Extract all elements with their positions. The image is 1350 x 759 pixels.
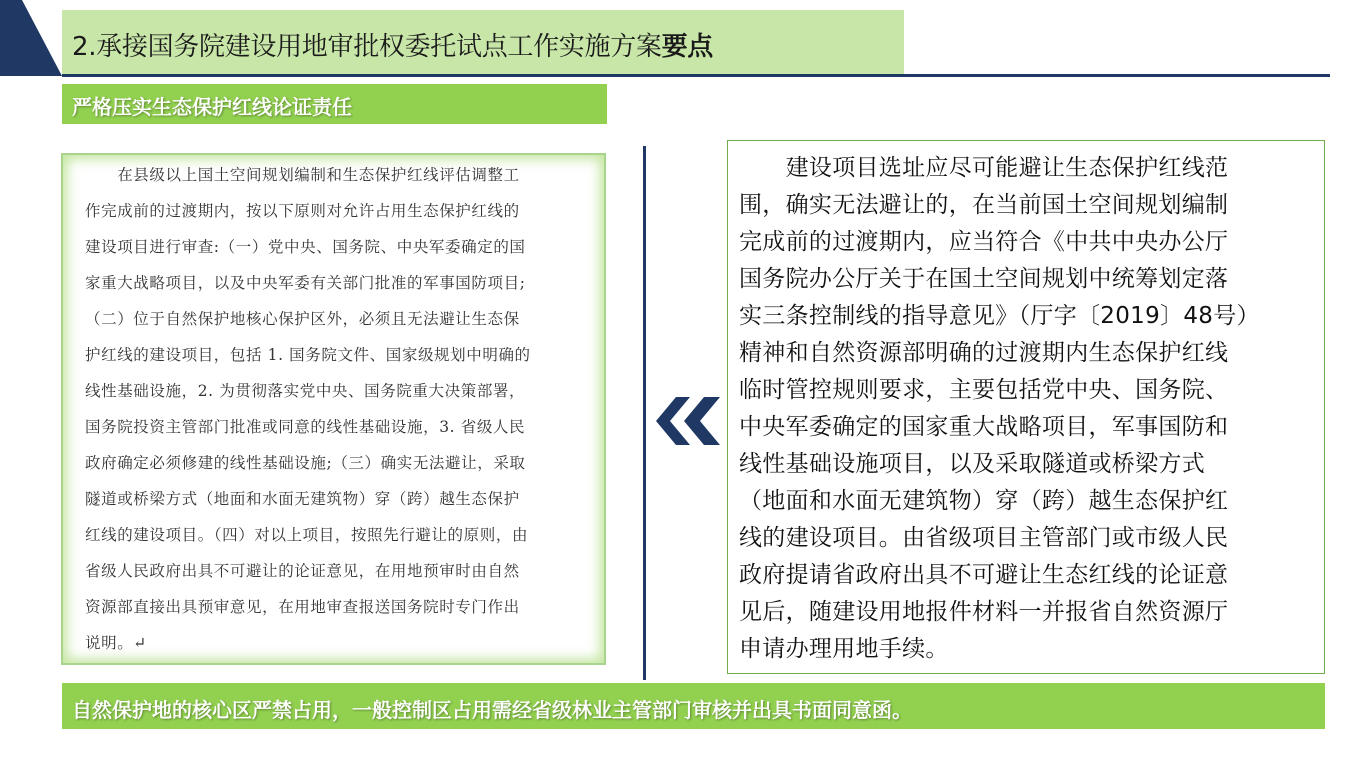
summary-line: 见后，随建设用地报件材料一并报省自然资源厅 bbox=[739, 599, 1229, 625]
document-line: 护红线的建设项目，包括 1. 国务院文件、国家级规划中明确的 bbox=[85, 346, 531, 364]
summary-line: 围，确实无法避让的，在当前国土空间规划编制 bbox=[739, 192, 1229, 218]
page-title bbox=[72, 26, 713, 63]
summary-line: 建设项目选址应尽可能避让生态保护红线范 bbox=[739, 155, 1229, 181]
subtitle: 严格压实生态保护红线论证责任 bbox=[72, 95, 352, 119]
double-chevron-left-icon bbox=[654, 397, 722, 445]
document-line: 作完成前的过渡期内，按以下原则对允许占用生态保护红线的 bbox=[85, 202, 520, 220]
document-line: 在县级以上国土空间规划编制和生态保护红线评估调整工 bbox=[85, 166, 520, 184]
summary-line: 精神和自然资源部明确的过渡期内生态保护红线 bbox=[739, 340, 1229, 366]
summary-line: 完成前的过渡期内，应当符合《中共中央办公厅 bbox=[739, 229, 1229, 255]
summary-line: 国务院办公厅关于在国土空间规划中统筹划定落 bbox=[739, 266, 1229, 292]
summary-box bbox=[727, 140, 1325, 674]
document-line: 红线的建设项目。（四）对以上项目，按照先行避让的原则，由 bbox=[85, 526, 529, 544]
summary-line: （地面和水面无建筑物）穿（跨）越生态保护红 bbox=[739, 488, 1229, 514]
corner-triangle-icon bbox=[0, 0, 64, 80]
summary-line: 中央军委确定的国家重大战略项目，军事国防和 bbox=[739, 414, 1229, 440]
page-title-emphasis: 要点 bbox=[661, 32, 714, 62]
title-underline bbox=[62, 74, 1330, 77]
summary-line: 临时管控规则要求，主要包括党中央、国务院、 bbox=[739, 377, 1229, 403]
document-line: 说明。↵ bbox=[85, 634, 147, 652]
summary-line: 申请办理用地手续。 bbox=[739, 636, 949, 662]
document-line: 家重大战略项目，以及中央军委有关部门批准的军事国防项目; bbox=[85, 274, 526, 292]
document-line: 国务院投资主管部门批准或同意的线性基础设施，3. 省级人民 bbox=[85, 418, 526, 436]
summary-line: 线性基础设施项目，以及采取隧道或桥梁方式 bbox=[739, 451, 1205, 477]
document-excerpt-panel bbox=[61, 153, 606, 665]
document-line: 隧道或桥梁方式（地面和水面无建筑物）穿（跨）越生态保护 bbox=[85, 490, 520, 508]
document-line: 资源部直接出具预审意见，在用地审查报送国务院时专门作出 bbox=[85, 598, 520, 616]
vertical-divider bbox=[643, 146, 646, 680]
document-line: 线性基础设施，2. 为贯彻落实党中央、国务院重大决策部署， bbox=[85, 382, 526, 400]
footer-note: 自然保护地的核心区严禁占用，一般控制区占用需经省级林业主管部门审核并出具书面同意函。 bbox=[72, 698, 912, 722]
summary-line: 线的建设项目。由省级项目主管部门或市级人民 bbox=[739, 525, 1229, 551]
document-line: （二）位于自然保护地核心保护区外，必须且无法避让生态保 bbox=[85, 310, 520, 328]
document-line: 省级人民政府出具不可避让的论证意见，在用地预审时由自然 bbox=[85, 562, 520, 580]
document-line: 政府确定必须修建的线性基础设施;（三）确实无法避让，采取 bbox=[85, 454, 526, 472]
summary-line: 实三条控制线的指导意见》（厅字〔2019〕48号） bbox=[739, 303, 1260, 329]
page-title-main: 2.承接国务院建设用地审批权委托试点工作实施方案 bbox=[72, 32, 662, 62]
document-line: 建设项目进行审查:（一）党中央、国务院、中央军委确定的国 bbox=[85, 238, 526, 256]
summary-line: 政府提请省政府出具不可避让生态红线的论证意 bbox=[739, 562, 1229, 588]
